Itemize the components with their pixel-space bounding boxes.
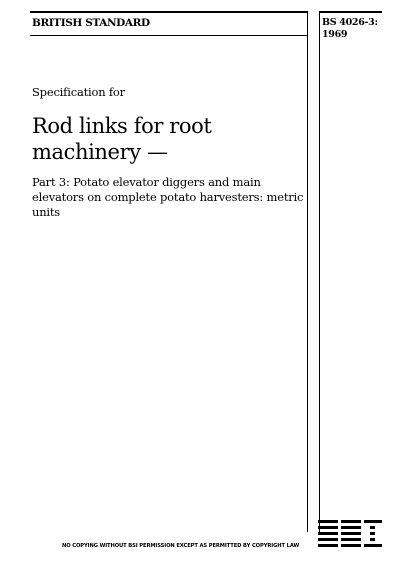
standard-type-label: BRITISH STANDARD	[32, 17, 150, 29]
specification-for-label: Specification for	[32, 85, 125, 99]
copyright-notice: NO COPYING WITHOUT BSI PERMISSION EXCEPT AS PERMITTED BY COPYRIGHT LAW	[62, 543, 300, 549]
header-top-rule-left	[30, 11, 307, 13]
column-divider-left	[307, 11, 308, 532]
column-divider-right	[319, 11, 320, 532]
document-subtitle: Part 3: Potato elevator diggers and main elevators on complete potato harvesters: metric units	[32, 175, 304, 219]
document-title: Rod links for root machinery —	[32, 114, 212, 164]
document-number-line2: 1969	[322, 29, 348, 40]
bsi-logo	[318, 518, 382, 550]
header-top-rule-right	[320, 11, 382, 13]
document-number-line1: BS 4026-3:	[322, 17, 378, 28]
document-number	[322, 17, 378, 41]
header-bottom-rule	[30, 35, 307, 36]
